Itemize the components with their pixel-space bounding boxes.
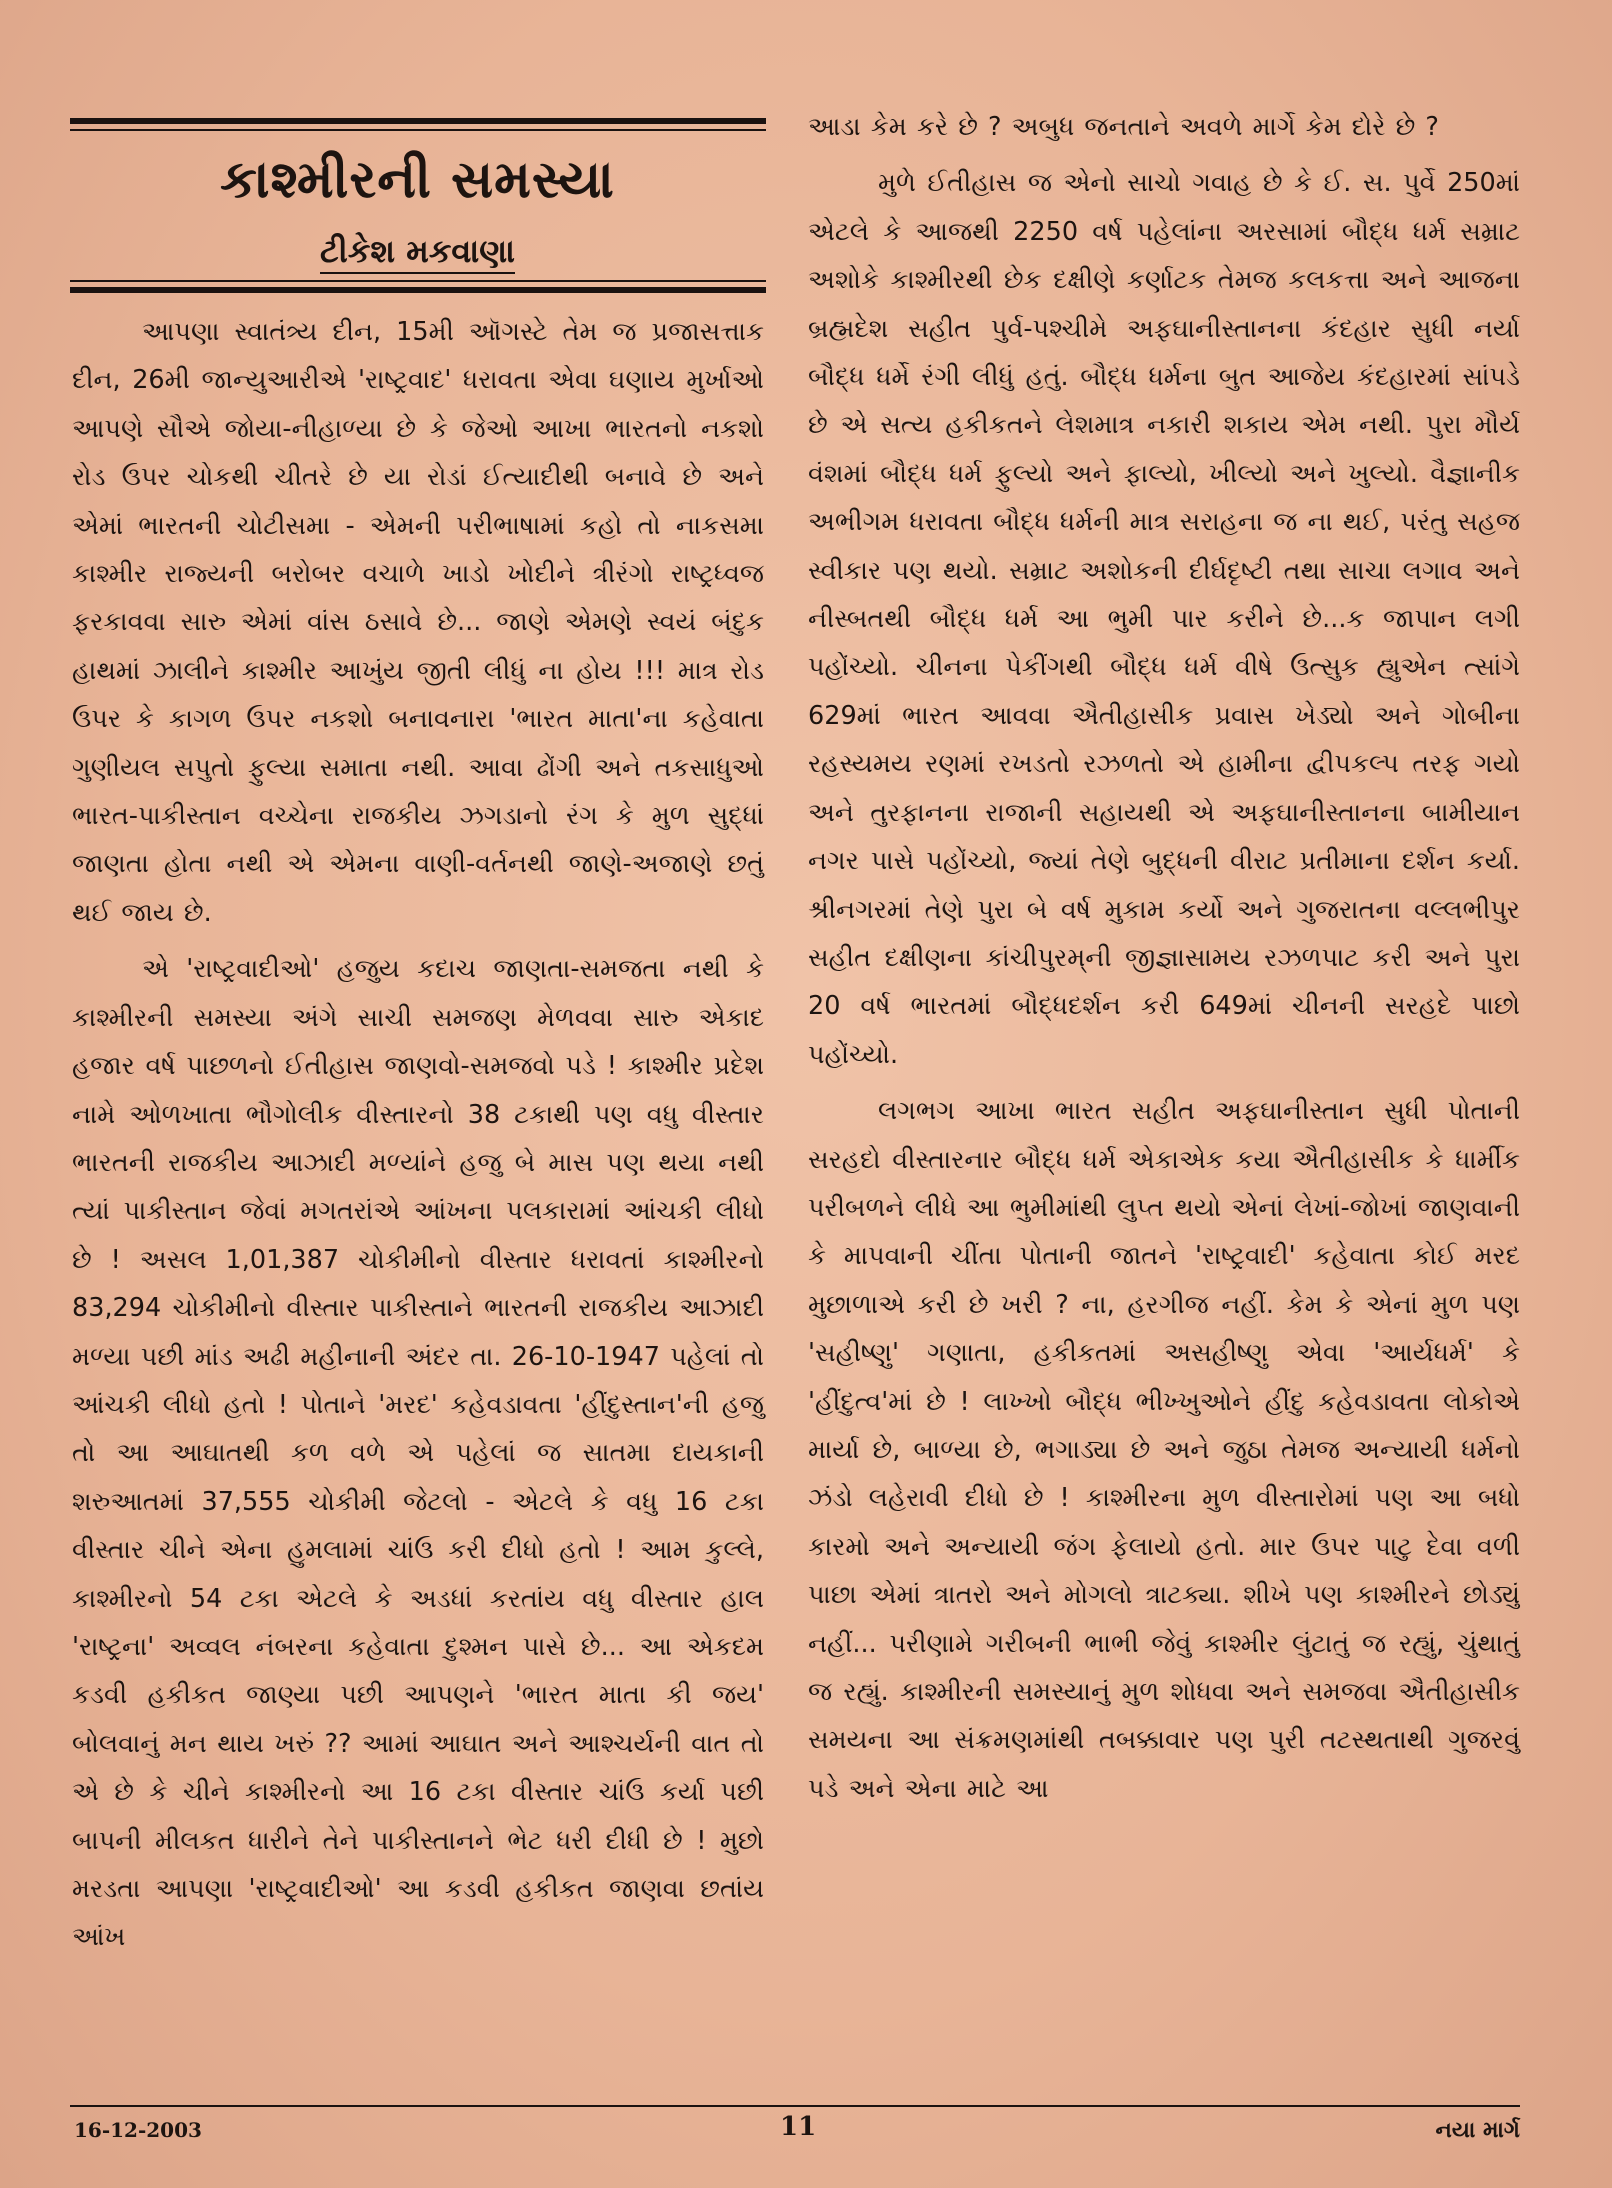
article-author <box>70 232 765 271</box>
title-rule-top-thin <box>70 129 766 131</box>
article-column-left <box>72 308 764 1962</box>
page-number: 11 <box>780 2112 817 2142</box>
article-column-right <box>808 103 1520 1813</box>
article-title: કાશ્મીરની સમસ્યા <box>220 150 615 210</box>
title-rule-bottom <box>70 287 766 293</box>
title-rule-bottom-thin <box>70 280 766 282</box>
publication-name: નયા માર્ગ <box>1435 2118 1520 2143</box>
paragraph: આડા કેમ કરે છે ? અબુધ જનતાને અવળે માર્ગે કેમ દોરે છે ? <box>808 112 1439 142</box>
author-name: ટીકેશ મકવાણા <box>320 232 515 274</box>
footer-rule <box>70 2105 1520 2107</box>
footer-date: 16-12-2003 <box>74 2118 202 2142</box>
paragraph: એ 'રાષ્ટ્રવાદીઓ' હજુય કદાચ જાણતા-સમજતા નથી કે કાશ્મીરની સમસ્યા અંગે સાચી સમજણ મેળવવા સારુ એકાદ હજાર વર્ષ પાછળનો ઈતીહાસ જાણવો-સમજવો પડે ! કાશ્મીર પ્રદેશ નામે ઓળખાતા ભૌગોલીક વીસ્તારનો 38 ટકાથી પણ વધુ વીસ્તાર ભારતની રાજકીય આઝાદી મળ્યાંને હજુ બે માસ પણ થયા નથી ત્યાં પાકીસ્તાન જેવાં મગતરાંએ આંખના પલકારામાં આંચકી લીધો છે ! અસલ 1,01,387 ચોકીમીનો વીસ્તાર ધરાવતાં કાશ્મીરનો 83,294 ચોકીમીનો વીસ્તાર પાકીસ્તાને ભારતની રાજકીય આઝાદી મળ્યા પછી માંડ અઢી મહીનાની અંદર તા. 26-10-1947 પહેલાં તો આંચકી લીધો હતો ! પોતાને 'મરદ' કહેવડાવતા 'હીંદુસ્તાન'ની હજુ તો આ આઘાતથી કળ વળે એ પહેલાં જ સાતમા દાયકાની શરુઆતમાં 37,555 ચોકીમી જેટલો - એટલે કે વધુ 16 ટકા વીસ્તાર ચીને એના હુમલામાં ચાંઉ કરી દીધો હતો ! આમ કુલ્લે, કાશ્મીરનો 54 ટકા એટલે કે અડધાં કરતાંય વધુ વીસ્તાર હાલ 'રાષ્ટ્રના' અવ્વલ નંબરના કહેવાતા દુશ્મન પાસે છે... આ એકદમ કડવી હકીકત જાણ્યા પછી આપણને 'ભારત માતા કી જય' બોલવાનું મન થાય ખરું ?? આમાં આઘાત અને આશ્ચર્યની વાત તો એ છે કે ચીને કાશ્મીરનો આ 16 ટકા વીસ્તાર ચાંઉ કર્યા પછી બાપની મીલકત ધારીને તેને પાકીસ્તાનને ભેટ ધરી દીધી છે ! મુછો મરડતા આપણા 'રાષ્ટ્રવાદીઓ' આ કડવી હકીકત જાણવા છતાંય આંખ <box>72 954 764 1953</box>
title-rule-top <box>70 118 766 124</box>
paragraph: આપણા સ્વાતંત્ર્ય દીન, 15મી ઑગસ્ટે તેમ જ પ્રજાસત્તાક દીન, 26મી જાન્યુઆરીએ 'રાષ્ટ્રવાદ' ધરાવતા એવા ઘણાય મુર્ખાઓ આપણે સૌએ જોયા-નીહાળ્યા છે કે જેઓ આખા ભારતનો નકશો રોડ ઉપર ચોકથી ચીતરે છે યા રોડાં ઈત્યાદીથી બનાવે છે અને એમાં ભારતની ચોટીસમા - એમની પરીભાષામાં કહો તો નાકસમા કાશ્મીર રાજ્યની બરોબર વચાળે ખાડો ખોદીને ત્રીરંગો રાષ્ટ્રધ્વજ ફરકાવવા સારુ એમાં વાંસ ઠસાવે છે... જાણે એમણે સ્વયં બંદુક હાથમાં ઝાલીને કાશ્મીર આખુંય જીતી લીધું ના હોય !!! માત્ર રોડ ઉપર કે કાગળ ઉપર નકશો બનાવનારા 'ભારત માતા'ના કહેવાતા ગુણીયલ સપુતો ફુલ્યા સમાતા નથી. આવા ઢોંગી અને તકસાધુઓ ભારત-પાકીસ્તાન વચ્ચેના રાજકીય ઝગડાનો રંગ કે મુળ સુદ્ધાં જાણતા હોતા નથી એ એમના વાણી-વર્તનથી જાણે-અજાણે છતું થઈ જાય છે. <box>72 317 764 928</box>
paragraph: લગભગ આખા ભારત સહીત અફઘાનીસ્તાન સુધી પોતાની સરહદો વીસ્તારનાર બૌદ્ધ ધર્મ એકાએક કયા ઐતીહાસીક કે ધાર્મીક પરીબળને લીધે આ ભુમીમાંથી લુપ્ત થયો એનાં લેખાં-જોખાં જાણવાની કે માપવાની ચીંતા પોતાની જાતને 'રાષ્ટ્રવાદી' કહેવાતા કોઈ મરદ મુછાળાએ કરી છે ખરી ? ના, હરગીજ નહીં. કેમ કે એનાં મુળ પણ 'સહીષ્ણુ' ગણાતા, હકીકતમાં અસહીષ્ણુ એવા 'આર્યધર્મ' કે 'હીંદુત્વ'માં છે ! લાખ્ખો બૌદ્ધ ભીખ્ખુઓને હીંદુ કહેવડાવતા લોકોએ માર્યા છે, બાળ્યા છે, ભગાડ્યા છે અને જુઠા તેમજ અન્યાયી ધર્મનો ઝંડો લહેરાવી દીધો છે ! કાશ્મીરના મુળ વીસ્તારોમાં પણ આ બધો કારમો અને અન્યાયી જંગ ફેલાયો હતો. માર ઉપર પાટુ દેવા વળી પાછા એમાં ત્રાતરો અને મોગલો ત્રાટક્યા. શીખે પણ કાશ્મીરને છોડ્યું નહીં... પરીણામે ગરીબની ભાભી જેવું કાશ્મીર લુંટાતું જ રહ્યું, ચુંથાતું જ રહ્યું. કાશ્મીરની સમસ્યાનું મુળ શોધવા અને સમજવા ઐતીહાસીક સમયના આ સંક્રમણમાંથી તબક્કાવાર પણ પુરી તટસ્થતાથી ગુજરવું પડે અને એના માટે આ <box>808 1096 1520 1804</box>
paragraph: મુળે ઈતીહાસ જ એનો સાચો ગવાહ છે કે ઈ. સ. પુર્વે 250માં એટલે કે આજથી 2250 વર્ષ પહેલાંના અરસામાં બૌદ્ધ ધર્મ સમ્રાટ અશોકે કાશ્મીરથી છેક દક્ષીણે કર્ણાટક તેમજ કલકત્તા અને આજના બ્રહ્મદેશ સહીત પુર્વ-પશ્ચીમે અફઘાનીસ્તાનના કંદહાર સુધી નર્યા બૌદ્ધ ધર્મે રંગી લીધું હતું. બૌદ્ધ ધર્મના બુત આજેય કંદહારમાં સાંપડે છે એ સત્ય હકીકતને લેશમાત્ર નકારી શકાય એમ નથી. પુરા મૌર્ય વંશમાં બૌદ્ધ ધર્મ ફુલ્યો અને ફાલ્યો, ખીલ્યો અને ખુલ્યો. વૈજ્ઞાનીક અભીગમ ધરાવતા બૌદ્ધ ધર્મની માત્ર સરાહના જ ના થઈ, પરંતુ સહજ સ્વીકાર પણ થયો. સમ્રાટ અશોકની દીર્ઘદૃષ્ટી તથા સાચા લગાવ અને નીસ્બતથી બૌદ્ધ ધર્મ આ ભુમી પાર કરીને છે...ક જાપાન લગી પહોંચ્યો. ચીનના પેકીંગથી બૌદ્ધ ધર્મ વીષે ઉત્સુક હ્યુએન ત્સાંગે 629માં ભારત આવવા ઐતીહાસીક પ્રવાસ ખેડ્યો અને ગોબીના રહસ્યમય રણમાં રખડતો રઝળતો એ હામીના દ્વીપકલ્પ તરફ ગયો અને તુરફાનના રાજાની સહાયથી એ અફઘાનીસ્તાનના બામીયાન નગર પાસે પહોંચ્યો, જ્યાં તેણે બુદ્ધની વીરાટ પ્રતીમાના દર્શન કર્યા. શ્રીનગરમાં તેણે પુરા બે વર્ષ મુકામ કર્યો અને ગુજરાતના વલ્લભીપુર સહીત દક્ષીણના કાંચીપુરમ્‌ની જીજ્ઞાસામય રઝળપાટ કરી અને પુરા 20 વર્ષ ભારતમાં બૌદ્ધદર્શન કરી 649માં ચીનની સરહદે પાછો પહોંચ્યો. <box>808 168 1520 1070</box>
